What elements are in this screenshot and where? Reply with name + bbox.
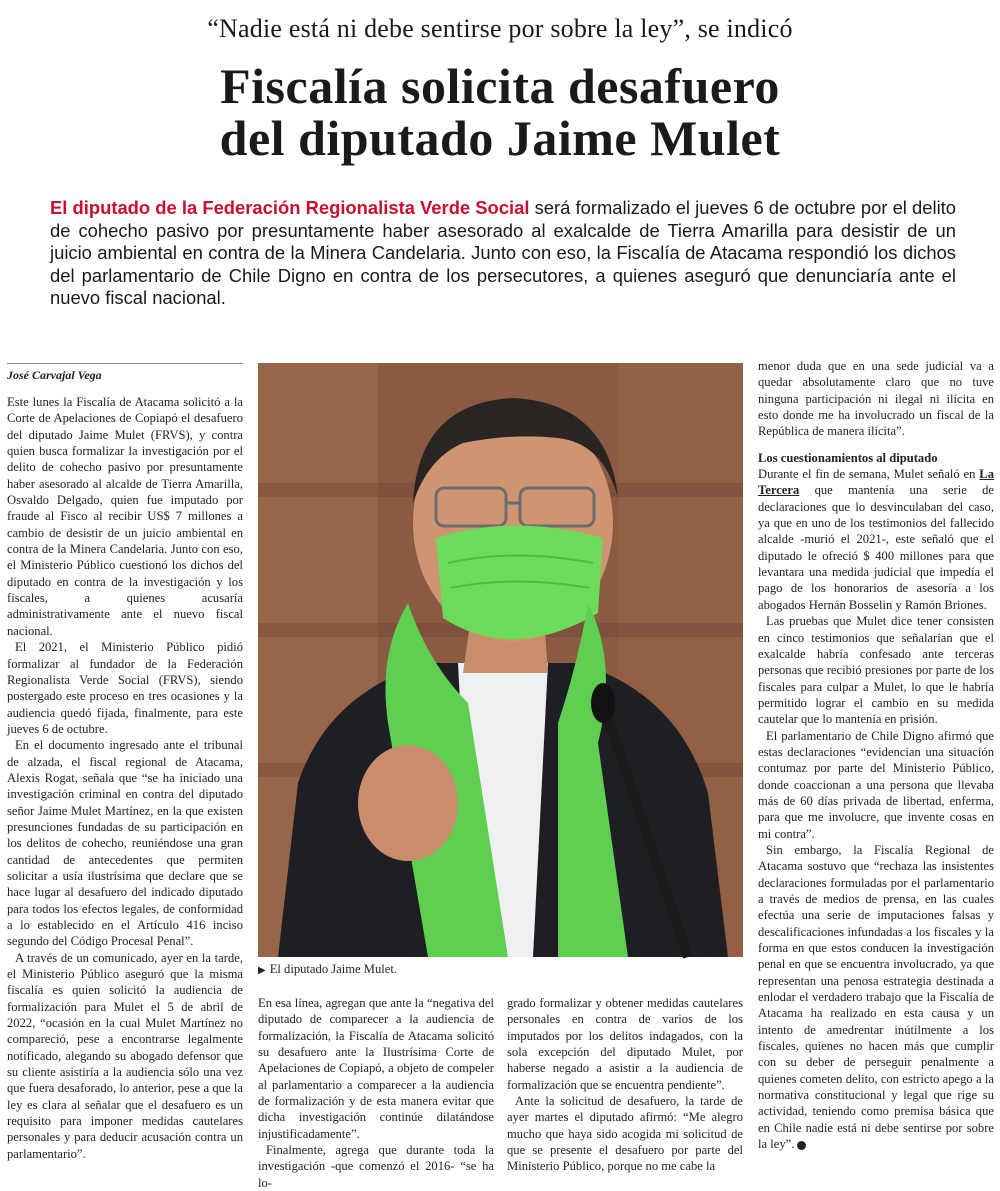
section-subhead: Los cuestionamientos al diputado (758, 450, 938, 465)
lead-highlight: El diputado de la Federación Regionalista Verde Social (50, 197, 530, 218)
col4-p1-after: que mantenía una serie de declaraciones que lo desvinculaban del caso, ya que en uno de los testimonios del fallecido alcalde -murió el 2021-, este señaló que el diputado le ofreció $ 400 millones para que levantara una medida judicial que impedía el pago de los honorarios de asesoría a los abogados Hernán Bosselin y Ramón Briones. (758, 483, 994, 612)
col4-paragraph-top: menor duda que en una sede judicial va a quedar absolutamente claro que no tuve ninguna participación ni ilegal ni ilícita en esto donde me ha involucrado un fiscal de la República de manera ilícita”. (758, 359, 994, 439)
col2-paragraph-1: En esa línea, agregan que ante la “negativa del diputado de comparecer a la audiencia de formalización, la Fiscalía de Atacama solicitó su desafuero ante la Ilustrísima Corte de Apelaciones de Copiapó, a objeto de compeler al parlamentario a comparecer a la audiencia de formalización y de esta manera evitar que dicha investigación continúe dilatándose injustificadamente”. (258, 996, 494, 1141)
lead-paragraph (50, 197, 956, 310)
headline-line-2: del diputado Jaime Mulet (219, 110, 781, 166)
lead-text: será formalizado el jueves 6 de octubre por el delito de cohecho pasivo por presuntamente haber asesorado al exalcalde de Tierra Amarilla para desistir de un juicio ambiental en contra de la Minera Candelaria. Junto con eso, la Fiscalía de Atacama respondió los dichos del parlamentario de Chile Digno en contra de los persecutores, a quienes aseguró que denunciaría ante el nuevo fiscal nacional. (50, 197, 956, 309)
col4-paragraph-4 (758, 842, 994, 1153)
column-3 (507, 995, 743, 1175)
article-photo (258, 363, 743, 957)
col4-paragraph-2: Las pruebas que Mulet dice tener consisten en cinco testimonios que señalarían que el exalcalde habría confesado ante terceras personas que recibió presiones por parte de los fiscales para culpar a Mulet, lo que le habría permitido lograr el cambio en su medida cautelar que lo mantenía en prisión. (758, 614, 994, 727)
end-mark-icon (797, 1141, 806, 1150)
col4-p1-before: Durante el fin de semana, Mulet señaló en (758, 467, 980, 482)
headline (0, 60, 1000, 164)
col4-paragraph-3: El parlamentario de Chile Digno afirmó que estas declaraciones “evidencian una situación contumaz por parte del Ministerio Público, donde coaccionan a una persona que llevaba más de 60 días privada de libertad, enferma, para que me involucre, que invente cosas en mi contra”. (758, 728, 994, 841)
col1-paragraph-1: Este lunes la Fiscalía de Atacama solicitó a la Corte de Apelaciones de Copiapó el desafuero del diputado Jaime Mulet (FRVS), y contra quien busca formalizar la investigación por el delito de cohecho pasivo por presuntamente haber asesorado al alcalde de Tierra Amarilla, Osvaldo Delgado, quien fue imputado por fraude al Fisco al recibir US$ 7 millones a cambio de desistir de un juicio ambiental en contra de la Minera Candelaria. Junto con eso, el Ministerio Público cuestionó los dichos del diputado en contra de la investigación y los fiscales, a quienes acusaría administrativamente ante el nuevo fiscal nacional. (7, 395, 243, 638)
photo-caption (258, 962, 743, 977)
col4-p4-text: Sin embargo, la Fiscalía Regional de Atacama sostuvo que “rechaza las insistentes declaraciones formuladas por el parlamentario a través de medios de prensa, en las cuales efectúa una serie de imputaciones falsas y descalificaciones infundadas a los fiscales y la forma en que estos conducen la investigación penal en que se encuentra involucrado, ya que representan una penosa estrategia destinada a enlodar el verdadero trabajo que la Fiscalía de Atacama ha realizado en esta causa y un intento de amedrentar inútilmente a los fiscales, quienes no hacen más que cumplir con su deber de perseguir penalmente a quienes cometen delito, con estricto apego a la normativa constitucional y legal que rige su actividad, teniendo como premisa básica que en Chile nadie está ni debe sentirse por sobre la ley”. (758, 842, 994, 1152)
col4-paragraph-1 (758, 466, 994, 613)
byline: José Carvajal Vega (7, 363, 243, 383)
col1-paragraph-4: A través de un comunicado, ayer en la tarde, el Ministerio Público aseguró que la misma fiscalía es quien solicitó la audiencia de formalización para Mulet el 5 de abril de 2022, “ocasión en la cual Mulet Martínez no compareció, pese a encontrarse legalmente notificado, alegando su abogado defensor que su cliente asistiría a la audiencia sólo una vez que fuera desaforado, lo anterior, pese a que la ley es clara al señalar que el desafuero es un requisito para imponer medidas cautelares personales y para deducir acusación contra un parlamentario”. (7, 950, 243, 1161)
headline-line-1: Fiscalía solicita desafuero (220, 58, 780, 114)
caption-marker-icon: ▶ (258, 965, 266, 976)
col1-paragraph-2: El 2021, el Ministerio Público pidió formalizar al fundador de la Federación Regionalista Verde Social (FRVS), siendo postergado este proceso en tres ocasiones y la audiencia quedó fijada, finalmente, para este jueves 6 de octubre. (7, 640, 243, 736)
column-2 (258, 995, 494, 1191)
source-name: La Tercera (758, 467, 994, 498)
col3-paragraph-1: grado formalizar y obtener medidas cautelares personales en contra de varios de los imputados por los delitos indagados, con la sola excepción del diputado Mulet, por haberse negado a asistir a la audiencia de formalización que se encuentra pendiente”. (507, 996, 743, 1092)
col1-paragraph-3: En el documento ingresado ante el tribunal de alzada, el fiscal regional de Atacama, Alexis Rogat, señala que “se ha iniciado una investigación criminal en contra del diputado señor Jaime Mulet Martínez, en la que existen presunciones fundadas de su participación en los delitos de cohecho, reuniéndose una gran cantidad de antecedentes que permiten solicitar a usía ilustrísima que declare que se hace lugar al desafuero del indicado diputado para todos los efectos legales, de conformidad a lo establecido en el Artículo 416 inciso segundo del Código Procesal Penal”. (7, 738, 243, 949)
column-4 (758, 358, 994, 1153)
caption-text: El diputado Jaime Mulet. (269, 962, 398, 976)
col2-paragraph-2: Finalmente, agrega que durante toda la investigación -que comenzó el 2016- “se ha lo- (258, 1143, 494, 1190)
col3-paragraph-2: Ante la solicitud de desafuero, la tarde de ayer martes el diputado afirmó: “Me alegro mucho que haya sido acogida mi solicitud de que se presente el desafuero por parte del Ministerio Público, porque no me cabe la (507, 1094, 743, 1174)
kicker: “Nadie está ni debe sentirse por sobre la ley”, se indicó (207, 14, 793, 43)
column-1 (7, 394, 243, 1162)
